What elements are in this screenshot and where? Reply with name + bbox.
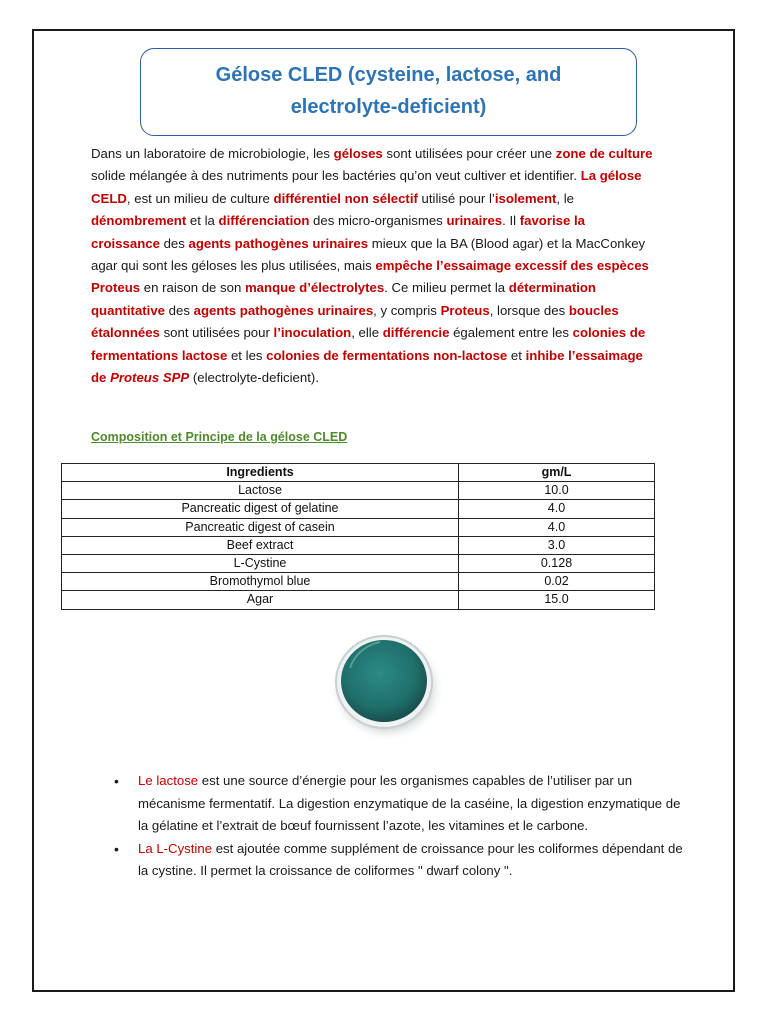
title-line-1: Gélose CLED (cysteine, lactose, and xyxy=(215,64,562,86)
table-row xyxy=(62,573,655,591)
agar-medium xyxy=(341,640,427,722)
intro-highlight: colonies de fermentations non-lactose xyxy=(266,347,508,363)
ingredient-cell: Pancreatic digest of gelatine xyxy=(62,500,459,518)
ingredient-cell: Agar xyxy=(62,591,459,609)
petri-dish-image xyxy=(320,618,450,748)
amount-cell: 3.0 xyxy=(459,536,655,554)
intro-text: des xyxy=(165,302,194,318)
title-box xyxy=(140,48,637,136)
intro-text: , le xyxy=(556,190,574,206)
intro-text: , lorsque des xyxy=(489,302,569,318)
intro-text: . Ce milieu permet la xyxy=(384,280,509,296)
intro-highlight: détermination quantitative xyxy=(91,280,596,318)
intro-highlight: Proteus SPP xyxy=(110,370,190,386)
intro-highlight: urinaires xyxy=(446,213,503,229)
intro-paragraph xyxy=(91,143,657,389)
intro-highlight: différencie xyxy=(382,325,450,341)
intro-text: et les xyxy=(227,347,267,363)
bullet-item xyxy=(110,770,688,838)
bullet-text: est ajoutée comme supplément de croissance pour les coliformes dépendant de la cystine. Il permet la croissance de coliformes " dwarf colony ". xyxy=(138,840,683,879)
intro-text: (electrolyte-deficient). xyxy=(189,370,319,386)
intro-highlight: différenciation xyxy=(218,213,310,229)
header-gml: gm/L xyxy=(459,464,655,482)
composition-table xyxy=(61,463,655,610)
intro-text: et xyxy=(507,347,526,363)
intro-text: sont utilisées pour xyxy=(159,325,274,341)
intro-text: des micro-organismes xyxy=(309,213,447,229)
intro-highlight: l’inoculation xyxy=(273,325,352,341)
table-edge-mask xyxy=(62,612,305,620)
amount-cell: 0.128 xyxy=(459,554,655,572)
intro-text: mieux que la BA (Blood agar) et la MacConkey agar qui sont les géloses les plus utilisées, mais xyxy=(91,235,646,274)
intro-highlight: empêche l’essaimage excessif des espèces Proteus xyxy=(91,258,649,296)
table-row xyxy=(62,591,655,609)
table-row xyxy=(62,536,655,554)
bullet-term: Le lactose xyxy=(138,773,199,788)
intro-text: Dans un laboratoire de microbiologie, les xyxy=(91,146,334,161)
intro-highlight: favorise la croissance xyxy=(91,213,585,251)
intro-highlight: agents pathogènes urinaires xyxy=(193,302,374,318)
intro-text: , est un milieu de culture xyxy=(126,190,274,206)
intro-text: utilisé pour l’ xyxy=(417,190,495,206)
intro-highlight: manque d’électrolytes xyxy=(244,280,385,296)
ingredient-cell: Bromothymol blue xyxy=(62,573,459,591)
intro-text: . Il xyxy=(502,213,520,229)
table-header-row xyxy=(62,464,655,482)
intro-highlight: colonies de fermentations lactose xyxy=(91,325,646,363)
amount-cell: 0.02 xyxy=(459,573,655,591)
bullet-dot-icon: • xyxy=(114,840,119,857)
intro-text: des xyxy=(159,235,189,251)
title-line-2: electrolyte-deficient) xyxy=(290,96,487,118)
amount-cell: 4.0 xyxy=(459,500,655,518)
intro-highlight: boucles étalonnées xyxy=(91,302,619,341)
intro-highlight: La gélose CELD xyxy=(91,168,642,206)
intro-highlight: isolement xyxy=(494,190,557,206)
intro-text: et la xyxy=(186,213,219,229)
amount-cell: 10.0 xyxy=(459,482,655,500)
intro-highlight: géloses xyxy=(333,146,383,161)
ingredient-cell: Beef extract xyxy=(62,536,459,554)
bullet-item xyxy=(110,838,688,883)
intro-highlight: dénombrement xyxy=(91,213,187,229)
bullet-text: est une source d’énergie pour les organismes capables de l’utiliser par un mécanisme fermentatif. La digestion enzymatique de la caséine, la digestion enzymatique de la gélatine et l’extrait de bœuf fournissent l’azote, les vitamines et le carbone. xyxy=(138,773,681,834)
intro-text: sont utilisées pour créer une xyxy=(382,146,556,161)
intro-highlight: Proteus xyxy=(440,302,490,318)
bullet-list xyxy=(110,770,688,883)
table-row xyxy=(62,500,655,518)
bullet-term: La L-Cystine xyxy=(138,840,213,856)
section-heading: Composition et Principe de la gélose CLED xyxy=(91,430,348,444)
intro-text: en raison de son xyxy=(140,280,245,296)
amount-cell: 4.0 xyxy=(459,518,655,536)
table-row xyxy=(62,518,655,536)
intro-text: solide mélangée à des nutriments pour les bactéries qu’on veut cultiver et identifier. xyxy=(91,168,581,184)
intro-highlight: différentiel non sélectif xyxy=(273,190,418,206)
intro-highlight: zone de culture xyxy=(555,146,653,161)
intro-highlight: agents pathogènes urinaires xyxy=(188,235,369,251)
table-row xyxy=(62,554,655,572)
bullet-dot-icon: • xyxy=(114,773,119,789)
amount-cell: 15.0 xyxy=(459,591,655,609)
ingredient-cell: L-Cystine xyxy=(62,554,459,572)
ingredient-cell: Pancreatic digest of casein xyxy=(62,518,459,536)
intro-text: , elle xyxy=(351,325,383,341)
header-ingredients: Ingredients xyxy=(62,464,459,482)
ingredient-cell: Lactose xyxy=(62,482,459,500)
table-row xyxy=(62,482,655,500)
intro-highlight: inhibe l’essaimage de xyxy=(91,347,643,386)
intro-text: , y compris xyxy=(373,302,441,318)
intro-text: également entre les xyxy=(449,325,573,341)
